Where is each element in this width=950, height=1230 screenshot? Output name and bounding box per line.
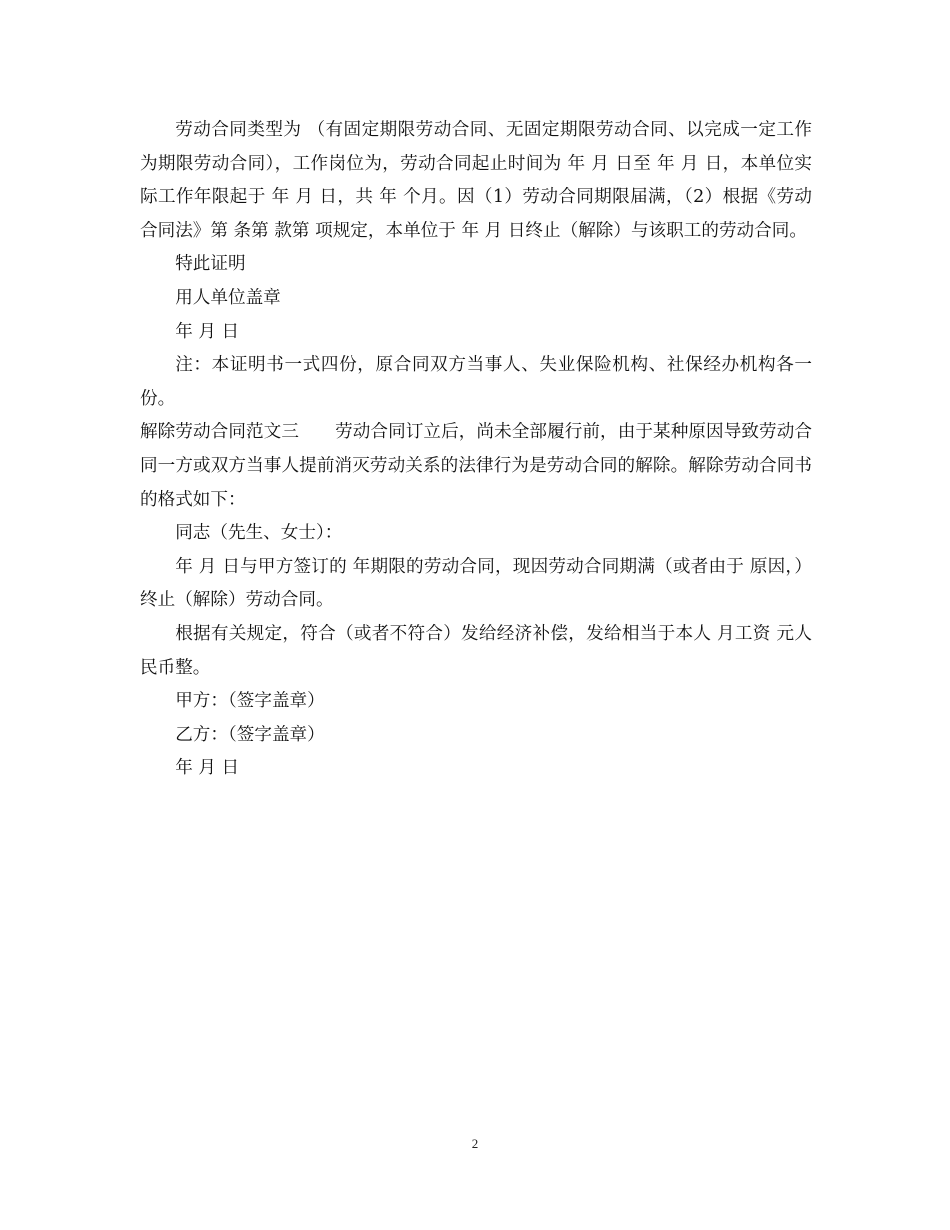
termination-paragraph: 年 月 日与甲方签订的 年期限的劳动合同，现因劳动合同期满（或者由于 原因，）终止（解除）劳动合同。 <box>140 556 812 611</box>
section-title: 解除劳动合同范文三 <box>140 422 299 443</box>
party-a-signature-line: 甲方：（签字盖章） <box>175 691 325 712</box>
note-paragraph: 注：本证明书一式四份，原合同双方当事人、失业保险机构、社保经办机构各一份。 <box>140 355 812 409</box>
closing-date-line: 年 月 日 <box>175 758 240 779</box>
compensation-paragraph: 根据有关规定，符合（或者不符合）发给经济补偿，发给相当于本人 月工资 元人民币整。 <box>140 623 812 678</box>
employer-seal-line: 用人单位盖章 <box>175 287 281 308</box>
party-b-signature-line: 乙方：（签字盖章） <box>175 724 325 745</box>
date-line: 年 月 日 <box>175 321 240 342</box>
certification-line: 特此证明 <box>175 254 246 275</box>
section-intro: 劳动合同订立后，尚未全部履行前，由于某种原因导致劳动合同一方或双方当事人提前消灭劳动关系的法律行为是劳动合同的解除。解除劳动合同书的格式如下： <box>140 422 812 510</box>
certificate-paragraph: 劳动合同类型为 （有固定期限劳动合同、无固定期限劳动合同、以完成一定工作为期限劳动合同），工作岗位为，劳动合同起止时间为 年 月 日至 年 月 日，本单位实际工作年限起于 年 月 日，共 年 个月。因（1）劳动合同期限届满，（2）根据《劳动合同法》第 条第 款第 项规定，本单位于 年 月 日终止（解除）与该职工的劳动合同。 <box>140 120 812 241</box>
page-number: 2 <box>471 1136 479 1151</box>
addressee-line: 同志（先生、女士）： <box>175 523 343 544</box>
section-paragraph <box>140 416 812 517</box>
document-body <box>140 114 812 786</box>
